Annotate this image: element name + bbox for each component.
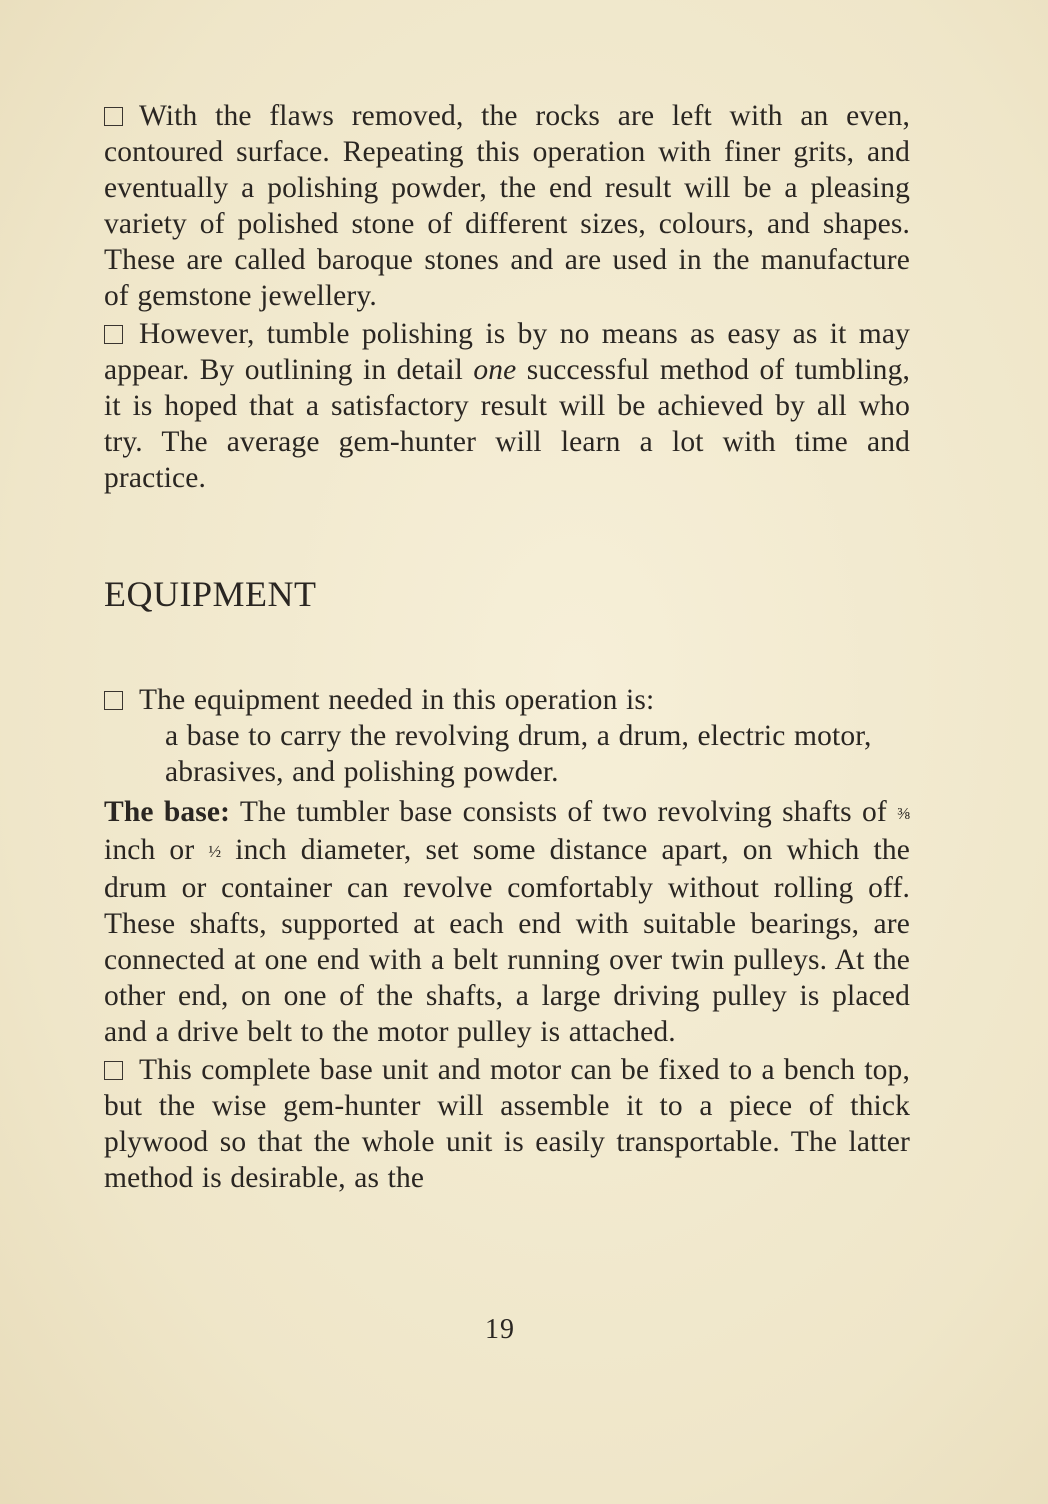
paragraph-base-unit — [104, 1052, 910, 1196]
paragraph-text: successful method of tumbling, it is hoped that a satisfactory result will be achieved by all who try. The average gem-hunter will learn a lot with time and practice. — [104, 354, 911, 494]
paragraph-text: inch diameter, set some distance apart, on which the drum or container can revolve comfortably without rolling off. These shafts, supported at each end with suitable bearings, are connected at one end with a belt running over twin pulleys. At the other end, on one of the shafts, a large driving pulley is placed and a drive belt to the motor pulley is attached. — [104, 834, 910, 1048]
equipment-list: a base to carry the revolving drum, a drum, electric motor, abrasives, and polishing powder. — [165, 720, 872, 788]
page-number: 19 — [485, 1314, 515, 1345]
paragraph-text: This complete base unit and motor can be fixed to a bench top, but the wise gem-hunter will assemble it to a piece of thick plywood so that the whole unit is easily transportable. The latter method is desirable, as the — [104, 1054, 910, 1194]
section-heading: EQUIPMENT — [104, 574, 317, 614]
paragraph-text: With the flaws removed, the rocks are left with an even, contoured surface. Repeating this operation with finer grits, and eventually a polishing powder, the end result will be a pleasing variety of polished stone of different sizes, colours, and shapes. These are called baroque stones and are used in the manufacture of gemstone jewellery. — [104, 100, 910, 312]
checkbox-bullet-icon — [104, 107, 123, 126]
run-in-heading: The base: — [104, 796, 231, 828]
paragraph-text: inch or — [104, 834, 209, 866]
paragraph-tumble-polishing — [104, 316, 910, 496]
paragraph-text: However, tumble polishing is by no means as easy as it may appear. By outlining in detail — [104, 318, 910, 386]
fraction-three-eighths: ⅜ — [897, 804, 910, 823]
paragraph-text: The tumbler base consists of two revolving shafts of — [230, 796, 898, 828]
checkbox-bullet-icon — [104, 325, 123, 344]
paragraph-the-base — [104, 794, 910, 1050]
checkbox-bullet-icon — [104, 691, 123, 710]
page-content — [104, 98, 910, 1196]
equipment-intro — [104, 682, 910, 718]
fraction-one-half: ½ — [208, 842, 222, 861]
checkbox-bullet-icon — [104, 1061, 123, 1080]
paragraph-flaws-removed — [104, 98, 910, 314]
intro-lead-text: The equipment needed in this operation is: — [139, 684, 655, 716]
emphasis-word: one — [473, 354, 517, 386]
